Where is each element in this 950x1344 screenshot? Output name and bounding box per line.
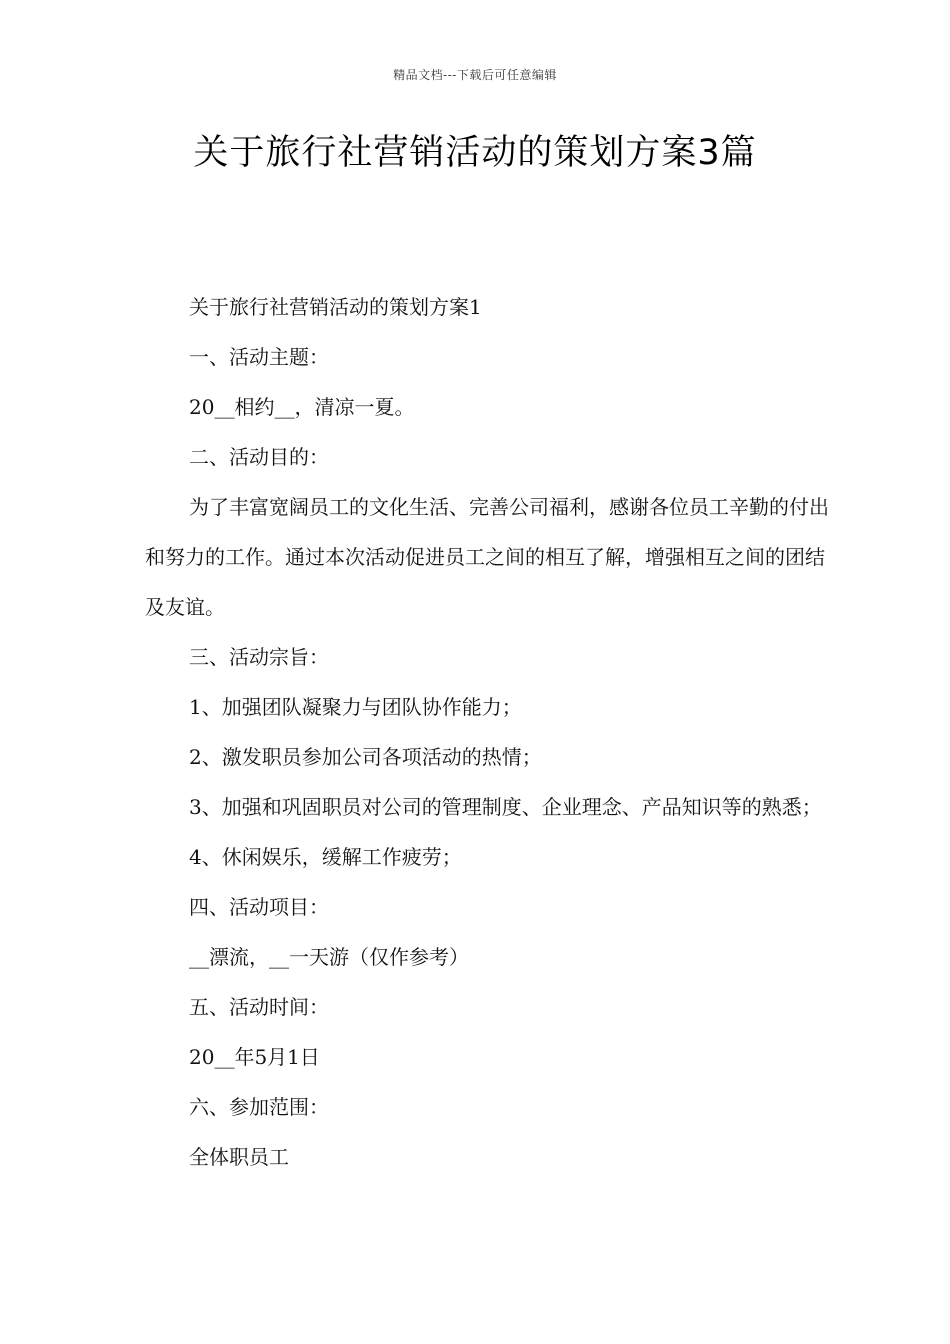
paragraph: 二、活动目的： [189,445,329,469]
section-heading: 关于旅行社营销活动的策划方案1 [189,295,482,319]
header-note: 精品文档---下载后可任意编辑 [393,68,557,82]
paragraph: 20__年5月1日 [189,1045,320,1069]
paragraph: 为了丰富宽阔员工的文化生活、完善公司福利，感谢各位员工辛勤的付出和努力的工作。通过本次活动促进员工之间的相互了解，增强相互之间的团结及友谊。 [145,495,829,619]
paragraph: 全体职员工 [189,1145,289,1169]
paragraph: 一、活动主题： [189,345,329,369]
paragraph: 三、活动宗旨： [189,645,329,669]
paragraph: 四、活动项目： [189,895,329,919]
paragraph: 五、活动时间： [189,995,329,1019]
paragraph: 20__相约__，清凉一夏。 [189,395,415,419]
paragraph: 2、激发职员参加公司各项活动的热情； [189,745,542,769]
paragraph: 4、休闲娱乐，缓解工作疲劳； [189,845,462,869]
paragraph: __漂流，__一天游（仅作参考） [189,945,469,969]
document-title: 关于旅行社营销活动的策划方案3篇 [193,133,757,173]
document-body [145,282,830,1182]
paragraph: 1、加强团队凝聚力与团队协作能力； [189,695,522,719]
paragraph: 3、加强和巩固职员对公司的管理制度、企业理念、产品知识等的熟悉； [189,795,822,819]
paragraph: 六、参加范围： [189,1095,329,1119]
